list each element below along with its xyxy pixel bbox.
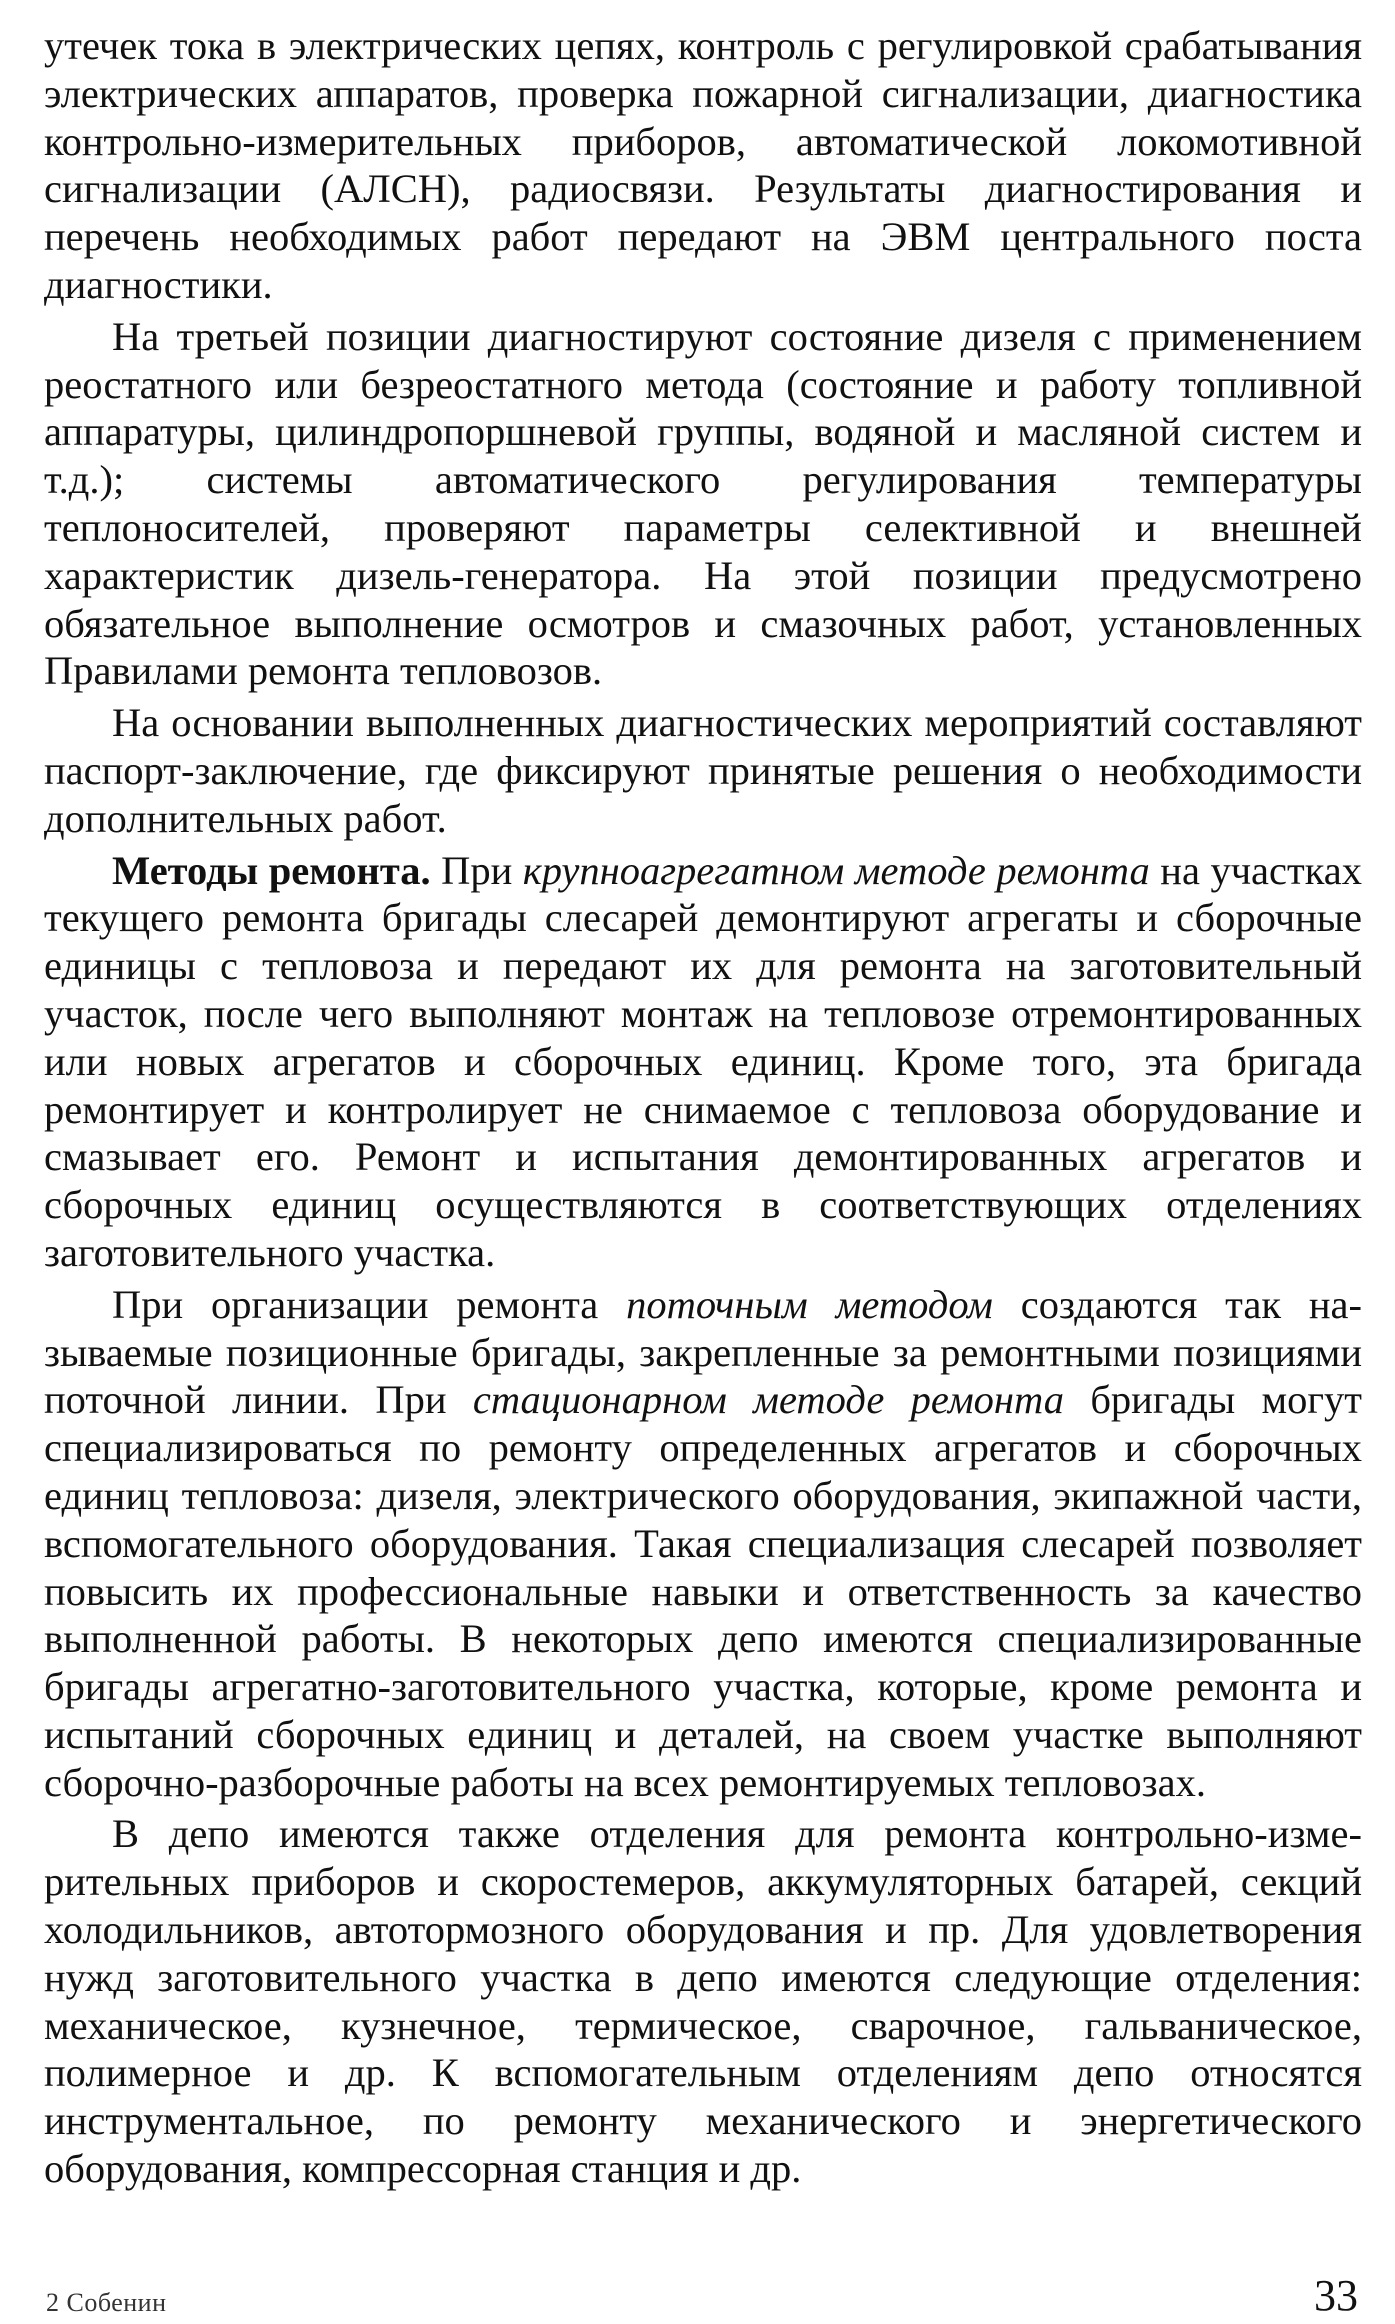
text-run: При	[430, 847, 523, 893]
section-heading: Методы ремонта.	[112, 847, 431, 893]
text-run: бригады могут специализироваться по ремонту определенных агрегатов и сборочных единиц тепловоза: дизеля, электрического оборудования, экипажной части, вспомогательного оборудования. Такая специализация слесарей позволяет повысить их профессиональные навыки и ответственность за качество выполненной работы. В некоторых депо имеются специализированные бригады агрегатно-заготовительного участка, которые, кроме ремонта и испытаний сборочных единиц и деталей, на своем участке выполняют сборочно-разборочные работы на всех ремонтируемых тепловозах.	[44, 1377, 1362, 1805]
emphasized-term: поточным методом	[626, 1281, 993, 1327]
emphasized-term: крупноагрегатном методе ремонта	[522, 847, 1150, 893]
emphasized-term: стационарном методе ремонта	[472, 1377, 1065, 1423]
text-run: При организации ремонта	[112, 1281, 627, 1327]
text-run: на участках текущего ремонта бригады слесарей демонтируют агрегаты и сборочные единицы с тепловоза и передают их для ремонта на заготовительный участок, после чего выполняют монтаж на тепловозе отремонтированных или новых агрегатов и сборочных единиц. Кроме того, эта бригада ремонтирует и контролирует не снимаемое с тепловоза оборудование и смазывает его. Ремонт и испытания демонтированных агрегатов и сборочных единиц осуществляются в соответствующих отделениях заготовительного участка.	[44, 847, 1362, 1275]
text-run: В депо имеются также отделения для ремонта контрольно-измерительных приборов и скоростемеров, аккумуляторных батарей, секций холодильников, автотормозного оборудования и пр. Для удовлетворения нужд заготовительного участка в депо имеются следующие отделения: механическое, кузнечное, термическое, сварочное, гальваническое, полимерное и др. К вспомогательным отделениям депо относятся инструментальное, по ремонту механического и энергетического оборудования, компрессорная станция и др.	[44, 1811, 1362, 2192]
paragraph-p5	[44, 1281, 1362, 1807]
paragraph-p3	[44, 699, 1362, 842]
page-footer	[44, 2268, 1362, 2318]
page-number: 33	[1314, 2271, 1358, 2320]
text-run: На основании выполненных диагностических мероприятий составляют паспорт-заключение, где фиксируют принятые решения о необходимости дополнительных работ.	[44, 700, 1362, 841]
body-text	[44, 22, 1362, 2193]
paragraph-p2	[44, 313, 1362, 695]
book-page	[44, 22, 1362, 2320]
paragraph-p4	[44, 847, 1362, 1277]
printer-signature: 2 Собенин	[46, 2288, 167, 2317]
paragraph-p1	[44, 22, 1362, 309]
text-run: утечек тока в электрических цепях, контроль с регулировкой срабатывания электрических аппаратов, проверка пожарной сигнализации, диагностика контрольно-измерительных приборов, автоматической локомотивной сигнализации (АЛСН), радиосвязи. Результаты диагностирования и перечень необходимых работ передают на ЭВМ центрального поста диагностики.	[44, 23, 1362, 307]
text-run: создаются так называемые позиционные бригады, закрепленные за ремонтными позициями поточной линии. При	[44, 1281, 1362, 1423]
text-run: На третьей позиции диагностируют состояние дизеля с применением реостатного или безреостатного метода (состояние и работу топливной аппаратуры, цилиндропоршневой группы, водяной и масляной систем и т.д.); системы автоматического регулирования температуры теплоносителей, проверяют параметры селективной и внешней характеристик дизель-генератора. На этой позиции предусмотрено обязательное выполнение осмотров и смазочных работ, установленных Правилами ремонта тепловозов.	[44, 313, 1362, 694]
paragraph-p6	[44, 1810, 1362, 2192]
